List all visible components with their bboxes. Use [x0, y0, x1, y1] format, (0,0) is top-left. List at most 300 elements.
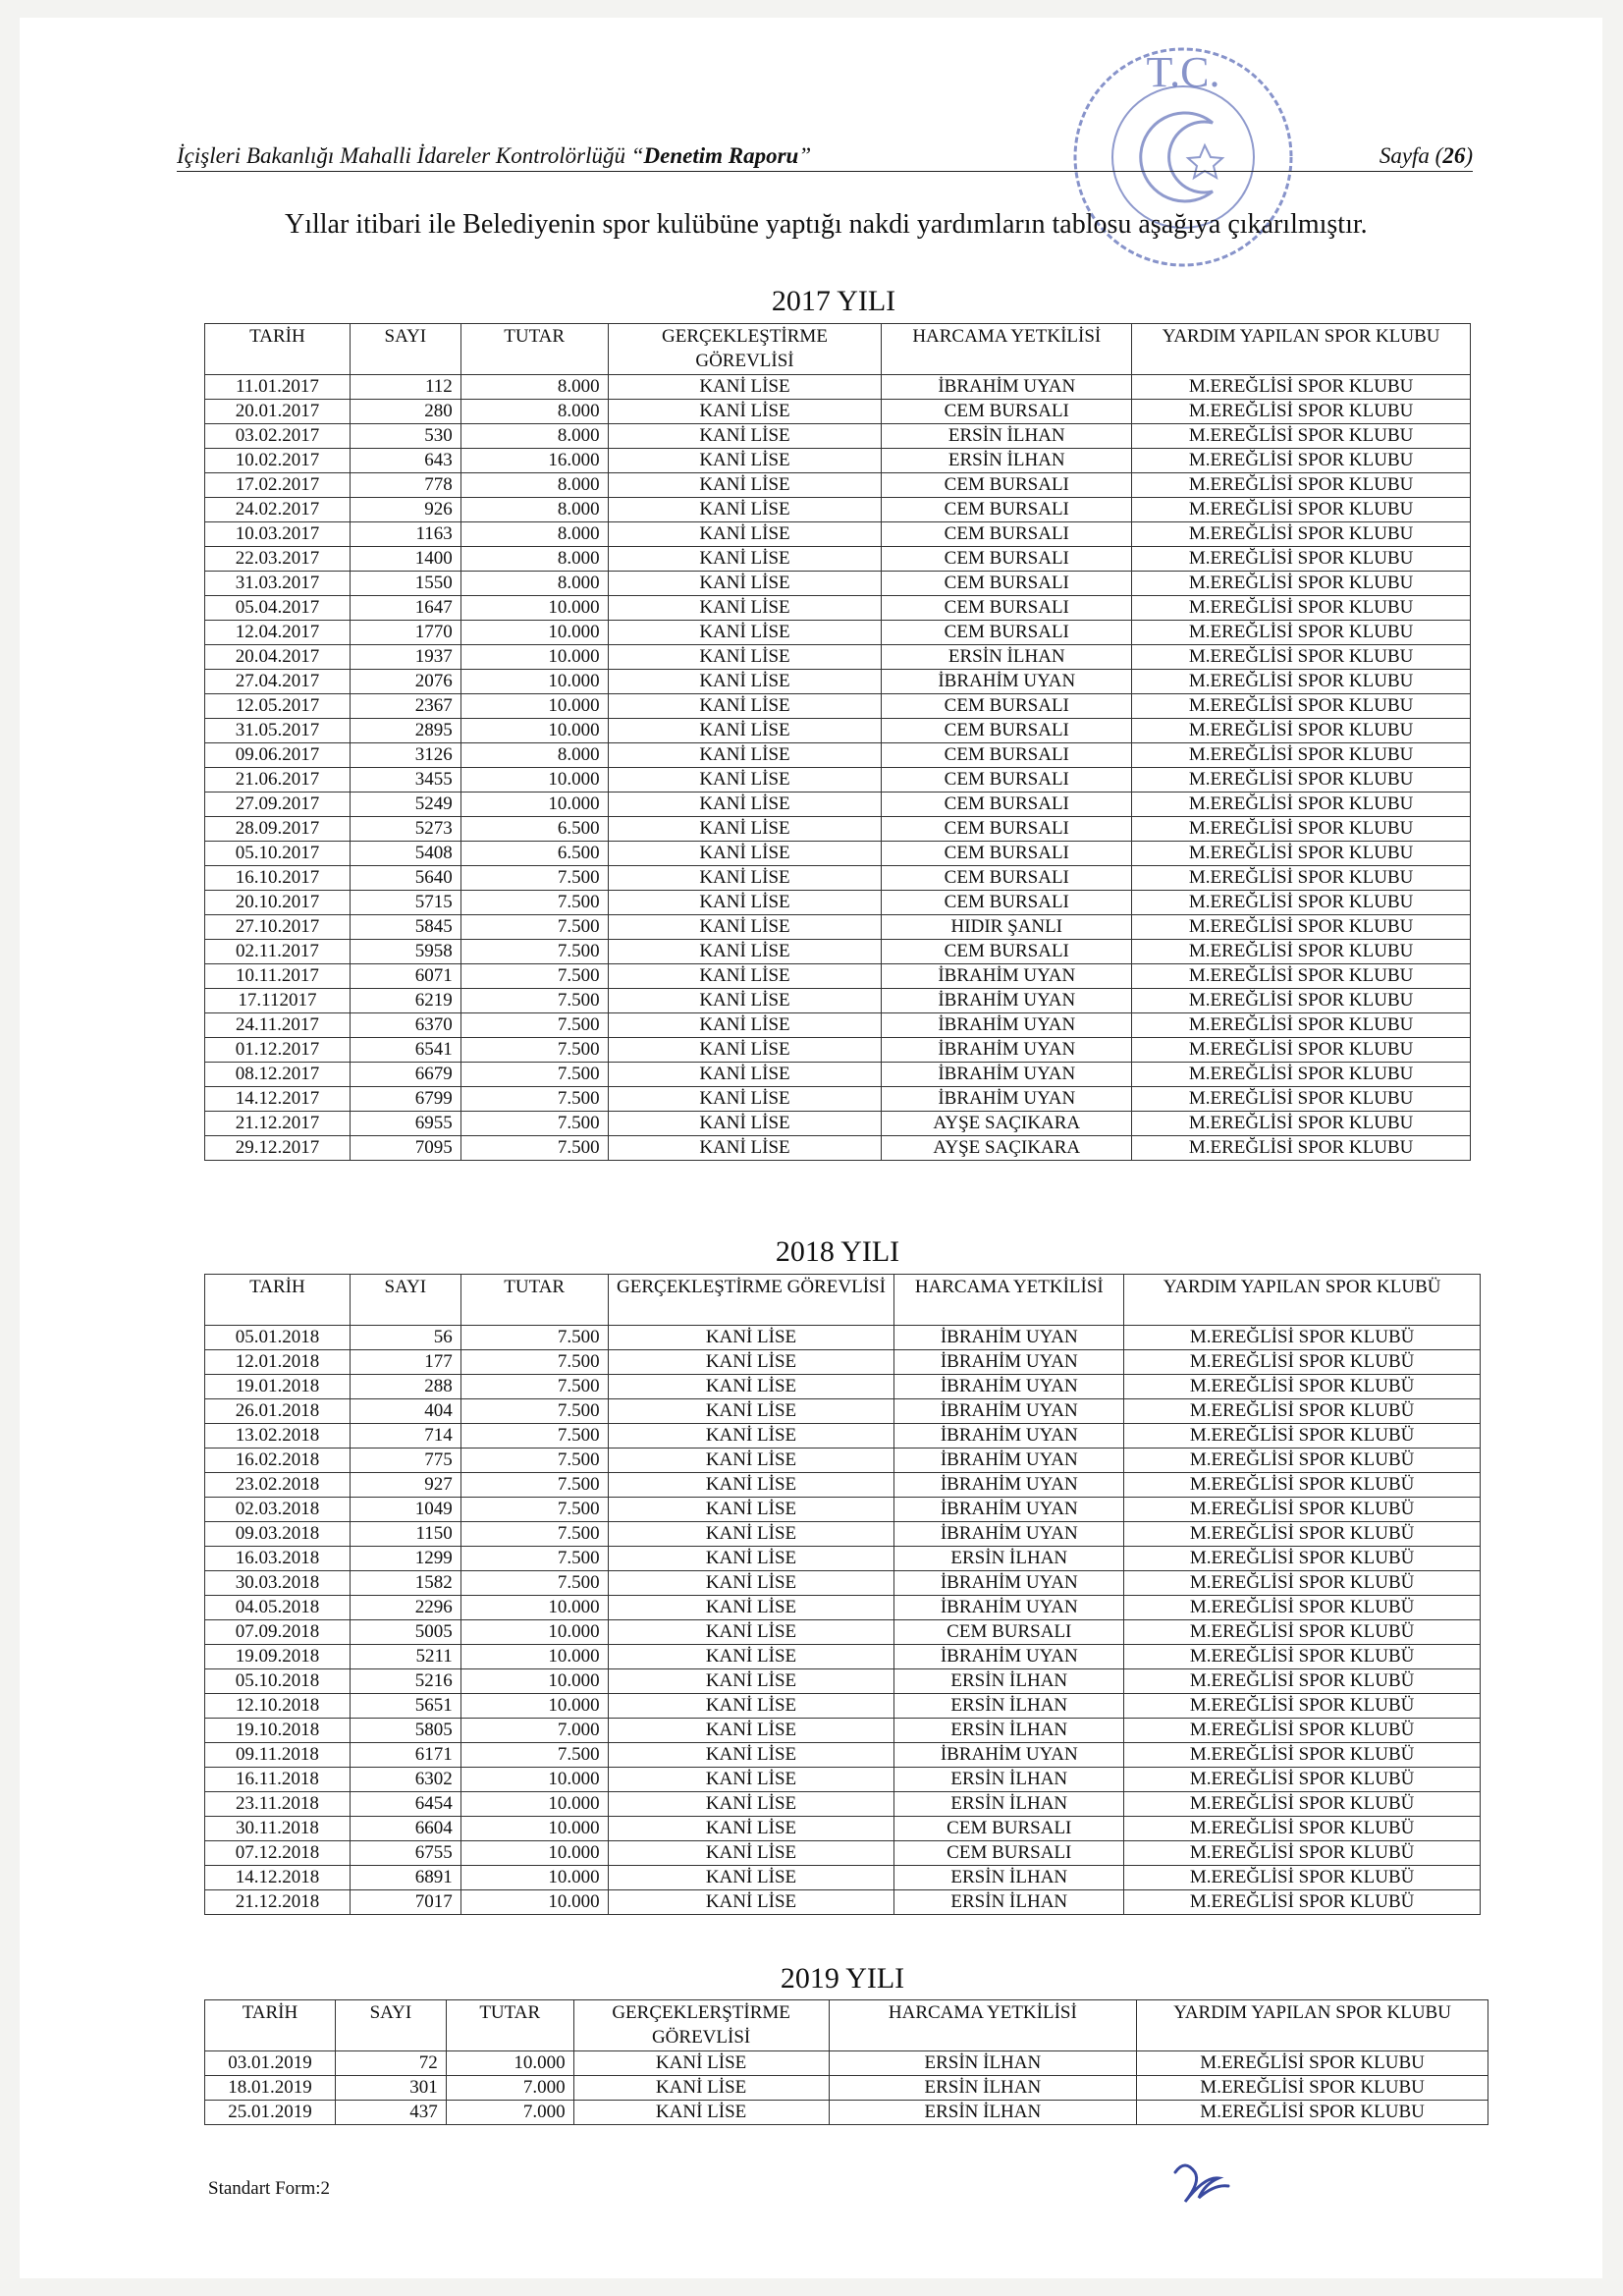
table-cell: 10.11.2017 [205, 964, 351, 989]
table-cell: 7.500 [460, 940, 608, 964]
table-row [205, 1694, 1481, 1719]
table-cell: M.EREĞLİSİ SPOR KLUBÜ [1124, 1841, 1481, 1866]
table-row [205, 1841, 1481, 1866]
table-cell: M.EREĞLİSİ SPOR KLUBU [1132, 866, 1471, 891]
table-cell: 10.000 [460, 1620, 608, 1645]
svg-text:T.C.: T.C. [1146, 48, 1220, 96]
table-row [205, 498, 1471, 522]
table-cell: M.EREĞLİSİ SPOR KLUBU [1132, 1087, 1471, 1112]
table-cell: 643 [350, 449, 460, 473]
table-cell: İBRAHİM UYAN [894, 1449, 1124, 1473]
table-cell: 10.000 [460, 1645, 608, 1669]
table-cell: İBRAHİM UYAN [882, 989, 1132, 1013]
table-cell: 25.01.2019 [205, 2101, 336, 2125]
table-cell: M.EREĞLİSİ SPOR KLUBU [1132, 670, 1471, 694]
table-cell: İBRAHİM UYAN [894, 1350, 1124, 1375]
table-cell: 5005 [350, 1620, 460, 1645]
table-cell: 7.500 [460, 1375, 608, 1399]
table-row [205, 768, 1471, 793]
table-cell: 10.000 [460, 1792, 608, 1817]
table-cell: KANİ LİSE [608, 842, 882, 866]
table-cell: 18.01.2019 [205, 2076, 336, 2101]
table-cell: M.EREĞLİSİ SPOR KLUBU [1132, 1038, 1471, 1063]
table-cell: ERSİN İLHAN [894, 1768, 1124, 1792]
table-cell: KANİ LİSE [608, 375, 882, 400]
table-row [205, 866, 1471, 891]
table-cell: KANİ LİSE [608, 1424, 894, 1449]
table-cell: 16.10.2017 [205, 866, 351, 891]
table-cell: KANİ LİSE [608, 1013, 882, 1038]
table-row [205, 424, 1471, 449]
table-cell: 04.05.2018 [205, 1596, 351, 1620]
table-cell: M.EREĞLİSİ SPOR KLUBÜ [1124, 1547, 1481, 1571]
table-cell: M.EREĞLİSİ SPOR KLUBU [1137, 2051, 1488, 2076]
table-cell: KANİ LİSE [608, 1743, 894, 1768]
table-cell: KANİ LİSE [608, 670, 882, 694]
table-cell: 6071 [350, 964, 460, 989]
table-cell: M.EREĞLİSİ SPOR KLUBÜ [1124, 1792, 1481, 1817]
table-cell: 16.02.2018 [205, 1449, 351, 1473]
table-cell: M.EREĞLİSİ SPOR KLUBÜ [1124, 1669, 1481, 1694]
table-cell: ERSİN İLHAN [882, 645, 1132, 670]
table-cell: KANİ LİSE [608, 1768, 894, 1792]
column-header: YARDIM YAPILAN SPOR KLUBU [1137, 2000, 1488, 2051]
column-header: SAYI [335, 2000, 446, 2051]
header-ministry: İçişleri Bakanlığı Mahalli İdareler Kontrolörlüğü “Denetim Raporu” [177, 143, 812, 168]
table-cell: M.EREĞLİSİ SPOR KLUBÜ [1124, 1498, 1481, 1522]
table-cell: 13.02.2018 [205, 1424, 351, 1449]
column-header: TUTAR [446, 2000, 573, 2051]
table-cell: M.EREĞLİSİ SPOR KLUBÜ [1124, 1350, 1481, 1375]
table-cell: 30.03.2018 [205, 1571, 351, 1596]
table-cell: 21.12.2018 [205, 1890, 351, 1915]
table-cell: AYŞE SAÇIKARA [882, 1112, 1132, 1136]
table-cell: 8.000 [460, 424, 608, 449]
table-row [205, 1522, 1481, 1547]
table-cell: M.EREĞLİSİ SPOR KLUBÜ [1124, 1694, 1481, 1719]
table-cell: CEM BURSALI [882, 719, 1132, 743]
table-cell: KANİ LİSE [608, 449, 882, 473]
table-cell: KANİ LİSE [608, 522, 882, 547]
table-cell: 10.000 [460, 645, 608, 670]
table-row [205, 1719, 1481, 1743]
table-cell: 5845 [350, 915, 460, 940]
table-cell: M.EREĞLİSİ SPOR KLUBÜ [1124, 1620, 1481, 1645]
year-title-2017: 2017 YILI [771, 285, 896, 317]
table-cell: 177 [350, 1350, 460, 1375]
table-cell: M.EREĞLİSİ SPOR KLUBU [1132, 547, 1471, 572]
table-cell: ERSİN İLHAN [894, 1719, 1124, 1743]
table-cell: 27.10.2017 [205, 915, 351, 940]
column-header: GERÇEKLEŞTİRME GÖREVLİSİ [608, 1275, 894, 1326]
table-cell: 72 [335, 2051, 446, 2076]
table-cell: ERSİN İLHAN [894, 1866, 1124, 1890]
table-cell: 05.10.2018 [205, 1669, 351, 1694]
table-row [205, 817, 1471, 842]
table-cell: M.EREĞLİSİ SPOR KLUBU [1132, 424, 1471, 449]
table-cell: M.EREĞLİSİ SPOR KLUBÜ [1124, 1866, 1481, 1890]
table-cell: 280 [350, 400, 460, 424]
table-cell: 10.000 [446, 2051, 573, 2076]
table-cell: 6.500 [460, 817, 608, 842]
table-cell: KANİ LİSE [608, 891, 882, 915]
table-cell: 03.01.2019 [205, 2051, 336, 2076]
table-cell: 7.500 [460, 1571, 608, 1596]
table-cell: CEM BURSALI [882, 621, 1132, 645]
table-cell: 05.10.2017 [205, 842, 351, 866]
table-cell: M.EREĞLİSİ SPOR KLUBÜ [1124, 1424, 1481, 1449]
table-cell: İBRAHİM UYAN [894, 1645, 1124, 1669]
table-cell: 8.000 [460, 743, 608, 768]
table-cell: 02.03.2018 [205, 1498, 351, 1522]
year-title-2019: 2019 YILI [780, 1962, 905, 1995]
table-cell: 6302 [350, 1768, 460, 1792]
table-row [205, 891, 1471, 915]
table-cell: KANİ LİSE [608, 1620, 894, 1645]
table-cell: 5640 [350, 866, 460, 891]
signature-icon [1163, 2153, 1242, 2212]
table-cell: AYŞE SAÇIKARA [882, 1136, 1132, 1161]
table-cell: 7.500 [460, 1547, 608, 1571]
table-row [205, 915, 1471, 940]
table-cell: KANİ LİSE [608, 1571, 894, 1596]
table-cell: İBRAHİM UYAN [894, 1326, 1124, 1350]
table-cell: 8.000 [460, 498, 608, 522]
table-cell: KANİ LİSE [608, 1473, 894, 1498]
table-cell: 12.10.2018 [205, 1694, 351, 1719]
table-cell: 23.02.2018 [205, 1473, 351, 1498]
table-cell: M.EREĞLİSİ SPOR KLUBÜ [1124, 1768, 1481, 1792]
table-cell: KANİ LİSE [608, 1038, 882, 1063]
table-row [205, 1326, 1481, 1350]
table-cell: 31.05.2017 [205, 719, 351, 743]
table-row [205, 572, 1471, 596]
table-cell: CEM BURSALI [882, 400, 1132, 424]
table-cell: 10.000 [460, 1694, 608, 1719]
table-row [205, 989, 1471, 1013]
table-cell: 3455 [350, 768, 460, 793]
table-cell: 10.000 [460, 1669, 608, 1694]
table-cell: 10.000 [460, 768, 608, 793]
table-cell: 530 [350, 424, 460, 449]
table-cell: 8.000 [460, 522, 608, 547]
table-cell: 8.000 [460, 572, 608, 596]
table-cell: 7095 [350, 1136, 460, 1161]
table-cell: 7.500 [460, 915, 608, 940]
table-cell: CEM BURSALI [882, 498, 1132, 522]
table-cell: 714 [350, 1424, 460, 1449]
table-cell: HIDIR ŞANLI [882, 915, 1132, 940]
table-cell: 1937 [350, 645, 460, 670]
table-cell: 23.11.2018 [205, 1792, 351, 1817]
table-cell: İBRAHİM UYAN [894, 1473, 1124, 1498]
table-cell: 10.000 [460, 1890, 608, 1915]
table-cell: 01.12.2017 [205, 1038, 351, 1063]
table-row [205, 1743, 1481, 1768]
table-cell: 8.000 [460, 375, 608, 400]
table-cell: KANİ LİSE [608, 645, 882, 670]
column-header: GERÇEKLEŞTİRME GÖREVLİSİ [608, 324, 882, 375]
table-cell: 10.03.2017 [205, 522, 351, 547]
table-cell: 5408 [350, 842, 460, 866]
table-cell: 1582 [350, 1571, 460, 1596]
table-cell: 6454 [350, 1792, 460, 1817]
table-cell: 26.01.2018 [205, 1399, 351, 1424]
table-cell: CEM BURSALI [882, 596, 1132, 621]
table-cell: CEM BURSALI [894, 1620, 1124, 1645]
table-row [205, 1063, 1471, 1087]
table-row [205, 1038, 1471, 1063]
table-cell: 7.500 [460, 1063, 608, 1087]
table-cell: İBRAHİM UYAN [882, 1038, 1132, 1063]
table-cell: 6171 [350, 1743, 460, 1768]
table-row [205, 1498, 1481, 1522]
aid-table-2017 [204, 323, 1471, 1161]
table-row [205, 1399, 1481, 1424]
table-cell: 5651 [350, 1694, 460, 1719]
table-cell: 21.06.2017 [205, 768, 351, 793]
table-cell: KANİ LİSE [608, 989, 882, 1013]
table-row [205, 964, 1471, 989]
table-cell: 288 [350, 1375, 460, 1399]
table-row [205, 2051, 1488, 2076]
table-cell: KANİ LİSE [608, 817, 882, 842]
table-cell: 24.02.2017 [205, 498, 351, 522]
table-row [205, 547, 1471, 572]
table-cell: M.EREĞLİSİ SPOR KLUBU [1132, 989, 1471, 1013]
table-cell: CEM BURSALI [894, 1841, 1124, 1866]
table-cell: KANİ LİSE [608, 1350, 894, 1375]
table-cell: 5216 [350, 1669, 460, 1694]
aid-table-2019 [204, 1999, 1488, 2125]
table-cell: M.EREĞLİSİ SPOR KLUBU [1132, 621, 1471, 645]
table-cell: 10.000 [460, 793, 608, 817]
table-cell: KANİ LİSE [608, 1694, 894, 1719]
page-header [177, 137, 1473, 172]
table-cell: KANİ LİSE [608, 719, 882, 743]
table-cell: 19.09.2018 [205, 1645, 351, 1669]
table-cell: 1647 [350, 596, 460, 621]
table-cell: 1163 [350, 522, 460, 547]
table-cell: 17.02.2017 [205, 473, 351, 498]
table-cell: KANİ LİSE [608, 1326, 894, 1350]
table-cell: KANİ LİSE [608, 1866, 894, 1890]
year-title-2018: 2018 YILI [775, 1235, 900, 1268]
table-row [205, 522, 1471, 547]
table-cell: ERSİN İLHAN [829, 2076, 1137, 2101]
table-cell: 2895 [350, 719, 460, 743]
table-cell: İBRAHİM UYAN [882, 964, 1132, 989]
table-row [205, 1645, 1481, 1669]
table-cell: İBRAHİM UYAN [894, 1399, 1124, 1424]
table-cell: KANİ LİSE [608, 1890, 894, 1915]
table-row [205, 1087, 1471, 1112]
table-cell: M.EREĞLİSİ SPOR KLUBU [1132, 449, 1471, 473]
table-cell: 6755 [350, 1841, 460, 1866]
table-cell: M.EREĞLİSİ SPOR KLUBU [1132, 1136, 1471, 1161]
table-row [205, 375, 1471, 400]
table-cell: M.EREĞLİSİ SPOR KLUBÜ [1124, 1571, 1481, 1596]
table-cell: 7.000 [446, 2076, 573, 2101]
table-cell: 8.000 [460, 473, 608, 498]
form-footer: Standart Form:2 [208, 2178, 331, 2199]
table-row [205, 2076, 1488, 2101]
table-cell: 10.000 [460, 719, 608, 743]
table-row [205, 1768, 1481, 1792]
table-cell: 56 [350, 1326, 460, 1350]
table-cell: 7017 [350, 1890, 460, 1915]
table-cell: 7.500 [460, 1112, 608, 1136]
table-cell: KANİ LİSE [608, 915, 882, 940]
table-row [205, 940, 1471, 964]
column-header: YARDIM YAPILAN SPOR KLUBÜ [1124, 1275, 1481, 1326]
table-cell: M.EREĞLİSİ SPOR KLUBU [1132, 793, 1471, 817]
table-cell: M.EREĞLİSİ SPOR KLUBÜ [1124, 1399, 1481, 1424]
table-cell: M.EREĞLİSİ SPOR KLUBÜ [1124, 1326, 1481, 1350]
column-header: HARCAMA YETKİLİSİ [882, 324, 1132, 375]
table-cell: 6.500 [460, 842, 608, 866]
table-cell: 775 [350, 1449, 460, 1473]
table-cell: M.EREĞLİSİ SPOR KLUBU [1132, 473, 1471, 498]
table-cell: M.EREĞLİSİ SPOR KLUBU [1132, 891, 1471, 915]
table-cell: İBRAHİM UYAN [882, 1087, 1132, 1112]
table-cell: M.EREĞLİSİ SPOR KLUBÜ [1124, 1596, 1481, 1620]
table-cell: İBRAHİM UYAN [882, 670, 1132, 694]
table-row [205, 1547, 1481, 1571]
table-cell: KANİ LİSE [608, 1087, 882, 1112]
column-header: YARDIM YAPILAN SPOR KLUBU [1132, 324, 1471, 375]
table-cell: M.EREĞLİSİ SPOR KLUBU [1132, 1112, 1471, 1136]
table-cell: ERSİN İLHAN [829, 2101, 1137, 2125]
table-cell: 1150 [350, 1522, 460, 1547]
table-cell: CEM BURSALI [882, 940, 1132, 964]
table-cell: KANİ LİSE [608, 621, 882, 645]
table-cell: ERSİN İLHAN [894, 1890, 1124, 1915]
intro-paragraph: Yıllar itibari ile Belediyenin spor kulübüne yaptığı nakdi yardımların tablosu aşağıya çıkarılmıştır. [285, 209, 1368, 240]
table-cell: 5273 [350, 817, 460, 842]
table-row [205, 400, 1471, 424]
table-cell: 6541 [350, 1038, 460, 1063]
column-header: SAYI [350, 324, 460, 375]
table-row [205, 1866, 1481, 1890]
table-cell: 927 [350, 1473, 460, 1498]
table-cell: M.EREĞLİSİ SPOR KLUBU [1132, 940, 1471, 964]
table-cell: 12.01.2018 [205, 1350, 351, 1375]
table-cell: 10.02.2017 [205, 449, 351, 473]
table-cell: İBRAHİM UYAN [882, 1063, 1132, 1087]
table-cell: 05.04.2017 [205, 596, 351, 621]
table-row [205, 1350, 1481, 1375]
table-cell: 5805 [350, 1719, 460, 1743]
column-header: TARİH [205, 324, 351, 375]
table-cell: ERSİN İLHAN [894, 1547, 1124, 1571]
table-row [205, 1136, 1471, 1161]
table-cell: M.EREĞLİSİ SPOR KLUBU [1132, 694, 1471, 719]
table-cell: 14.12.2018 [205, 1866, 351, 1890]
table-cell: M.EREĞLİSİ SPOR KLUBÜ [1124, 1473, 1481, 1498]
table-cell: ERSİN İLHAN [882, 449, 1132, 473]
table-cell: M.EREĞLİSİ SPOR KLUBU [1132, 596, 1471, 621]
table-cell: CEM BURSALI [894, 1817, 1124, 1841]
table-cell: M.EREĞLİSİ SPOR KLUBU [1132, 498, 1471, 522]
table-cell: 6370 [350, 1013, 460, 1038]
table-row [205, 793, 1471, 817]
table-cell: CEM BURSALI [882, 866, 1132, 891]
table-cell: 10.000 [460, 621, 608, 645]
table-cell: M.EREĞLİSİ SPOR KLUBÜ [1124, 1719, 1481, 1743]
table-row [205, 1112, 1471, 1136]
table-cell: 10.000 [460, 1768, 608, 1792]
table-cell: 1550 [350, 572, 460, 596]
table-cell: İBRAHİM UYAN [894, 1522, 1124, 1547]
table-row [205, 1473, 1481, 1498]
table-cell: CEM BURSALI [882, 547, 1132, 572]
table-cell: ERSİN İLHAN [829, 2051, 1137, 2076]
table-row [205, 473, 1471, 498]
table-cell: 12.05.2017 [205, 694, 351, 719]
table-cell: M.EREĞLİSİ SPOR KLUBU [1132, 768, 1471, 793]
table-cell: KANİ LİSE [608, 473, 882, 498]
table-cell: 404 [350, 1399, 460, 1424]
table-row [205, 842, 1471, 866]
table-cell: 29.12.2017 [205, 1136, 351, 1161]
table-cell: KANİ LİSE [608, 1063, 882, 1087]
table-cell: 5958 [350, 940, 460, 964]
table-cell: İBRAHİM UYAN [894, 1424, 1124, 1449]
table-cell: 1299 [350, 1547, 460, 1571]
table-cell: İBRAHİM UYAN [882, 1013, 1132, 1038]
table-cell: 05.01.2018 [205, 1326, 351, 1350]
column-header: HARCAMA YETKİLİSİ [829, 2000, 1137, 2051]
table-cell: İBRAHİM UYAN [894, 1375, 1124, 1399]
table-cell: 12.04.2017 [205, 621, 351, 645]
table-cell: 7.500 [460, 1473, 608, 1498]
table-cell: 6604 [350, 1817, 460, 1841]
table-cell: KANİ LİSE [573, 2051, 829, 2076]
table-cell: 7.500 [460, 1449, 608, 1473]
table-cell: 17.112017 [205, 989, 351, 1013]
table-cell: 7.500 [460, 1350, 608, 1375]
table-cell: 19.01.2018 [205, 1375, 351, 1399]
table-cell: 437 [335, 2101, 446, 2125]
table-cell: M.EREĞLİSİ SPOR KLUBÜ [1124, 1645, 1481, 1669]
table-cell: M.EREĞLİSİ SPOR KLUBU [1132, 400, 1471, 424]
table-row [205, 719, 1471, 743]
table-row [205, 1571, 1481, 1596]
table-cell: ERSİN İLHAN [894, 1792, 1124, 1817]
table-cell: M.EREĞLİSİ SPOR KLUBU [1132, 645, 1471, 670]
table-row [205, 1669, 1481, 1694]
table-cell: KANİ LİSE [608, 1498, 894, 1522]
table-cell: 14.12.2017 [205, 1087, 351, 1112]
table-cell: 03.02.2017 [205, 424, 351, 449]
table-cell: 08.12.2017 [205, 1063, 351, 1087]
column-header: TUTAR [460, 1275, 608, 1326]
table-cell: 7.500 [460, 1399, 608, 1424]
table-cell: 7.500 [460, 1038, 608, 1063]
table-cell: 6219 [350, 989, 460, 1013]
table-cell: CEM BURSALI [882, 768, 1132, 793]
table-cell: İBRAHİM UYAN [882, 375, 1132, 400]
table-cell: ERSİN İLHAN [894, 1669, 1124, 1694]
table-row [205, 645, 1471, 670]
table-cell: KANİ LİSE [608, 1719, 894, 1743]
column-header: HARCAMA YETKİLİSİ [894, 1275, 1124, 1326]
table-cell: CEM BURSALI [882, 842, 1132, 866]
table-cell: 1770 [350, 621, 460, 645]
table-cell: 7.500 [460, 866, 608, 891]
table-cell: 21.12.2017 [205, 1112, 351, 1136]
